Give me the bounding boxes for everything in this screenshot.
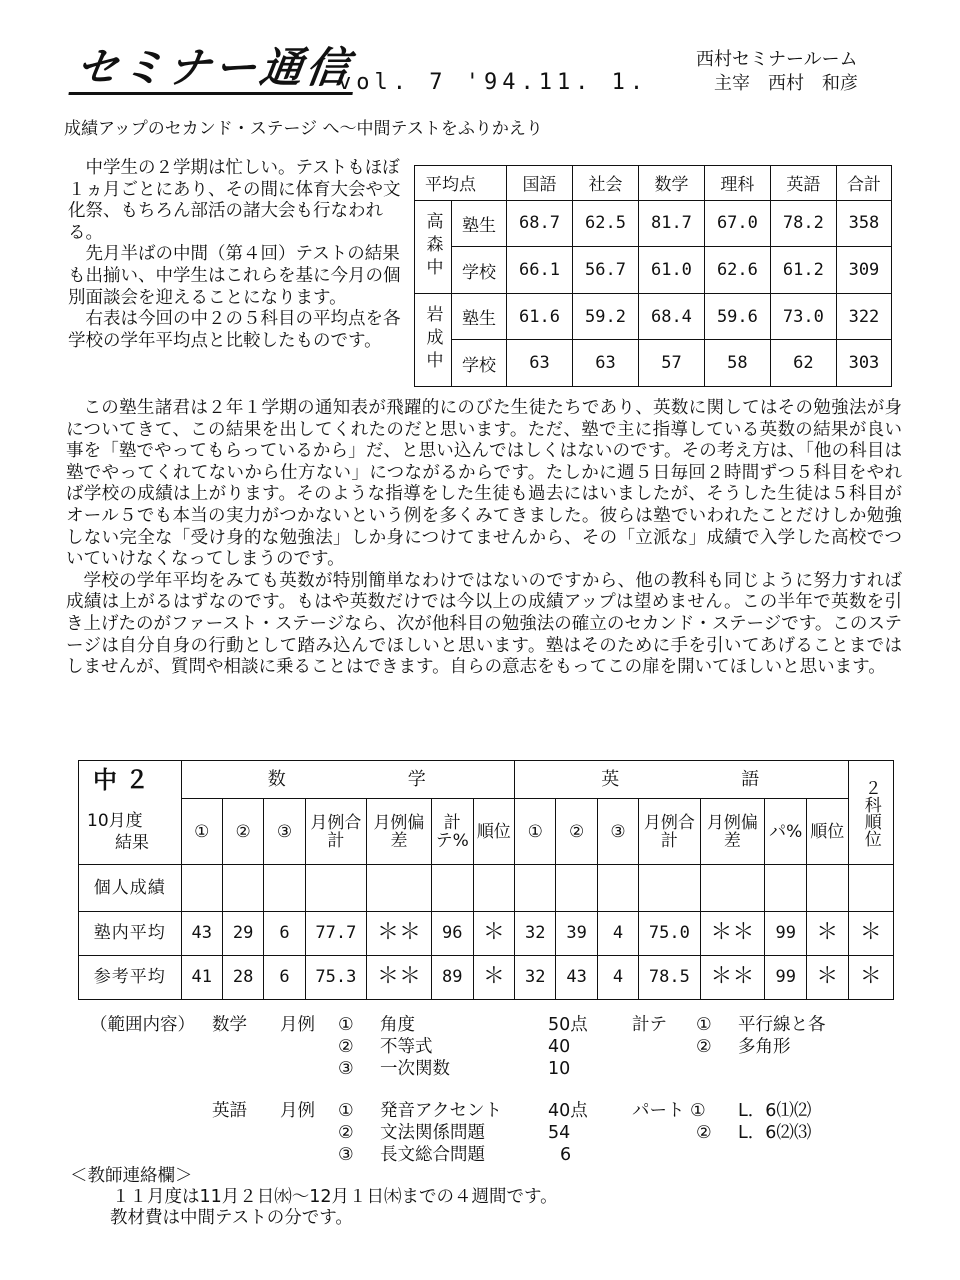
- results-table: [78, 760, 894, 1000]
- score-cell: 322: [836, 293, 891, 340]
- table-row: [415, 293, 892, 340]
- item-topic: 平行線と各: [738, 1015, 826, 1035]
- item-points: 6: [560, 1145, 572, 1165]
- score-cell: ＊＊: [700, 955, 765, 999]
- item-topic: 角度: [380, 1015, 415, 1035]
- score-cell: 57: [638, 340, 704, 387]
- row-label: 塾生: [452, 293, 507, 340]
- score-cell: ＊: [473, 955, 514, 999]
- notes-line: 教材費は中間テストの分です。: [110, 1208, 353, 1228]
- table-row: [415, 247, 892, 294]
- math-col-header: 月例合計: [305, 799, 366, 865]
- score-cell: 39: [556, 911, 597, 955]
- item-topic: 長文総合問題: [380, 1145, 485, 1165]
- score-cell: 66.1: [507, 247, 573, 294]
- score-cell: 4: [597, 955, 638, 999]
- score-cell: 61.0: [638, 247, 704, 294]
- score-cell: 59.6: [704, 293, 770, 340]
- article-headline: 成績アップのセカンド・ステージ へ〜中間テストをふりかえり: [64, 119, 543, 139]
- score-cell: ＊: [848, 955, 893, 999]
- math-col-header: ③: [264, 799, 305, 865]
- range-math-label: 数学: [212, 1015, 247, 1035]
- row-label: 学校: [452, 340, 507, 387]
- subject-header: 英語: [770, 166, 836, 201]
- item-points: 40: [548, 1037, 571, 1057]
- row-label: 学校: [452, 247, 507, 294]
- item-points: 40点: [548, 1101, 588, 1121]
- body-paragraph: この塾生諸君は２年１学期の通知表が飛躍的にのびた生徒たちであり、英数に関してはその勉強法が身についてきて、この結果を出してくれたのだと思います。ただ、塾で主に指導している英数の結果が良い事を「塾でやってもらっているから」だ、と思い込んではしくはないのです。その考え方は、「他の科目は塾でやってくれてないから仕方ない」につながるからです。たしかに週５日毎回２時間ずつ５科目をやれば学校の成績は上がります。そのような指導をした生徒も過去にはいましたが、そうした生徒は５科目がオール５でも本当の実力がつかないという例を多くみてきました。彼らは塾でいわれたことだけしか勉強しない完全な「受け身的な勉強法」しか身につけてませんから、その「立派な」成績で入学した高校でついていけなくなってしまうのです。: [66, 398, 902, 570]
- org-name: 西村セミナールーム: [696, 49, 858, 70]
- eng-title-b: 語: [741, 768, 762, 790]
- eng-col-header: 順位: [807, 799, 848, 865]
- math-col-header: ①: [181, 799, 222, 865]
- math-col-header: 月例偏差: [367, 799, 432, 865]
- score-cell: 99: [765, 911, 807, 955]
- subject-header: 国語: [507, 166, 573, 201]
- exam-range-section: [90, 1014, 910, 1166]
- item-points: 54: [548, 1123, 571, 1143]
- score-cell: ＊＊: [367, 911, 432, 955]
- item-number: ①: [338, 1015, 354, 1035]
- score-cell: 62: [770, 340, 836, 387]
- score-cell: ＊: [848, 911, 893, 955]
- english-group-header: [515, 761, 848, 799]
- math-col-header: 計テ%: [431, 799, 473, 865]
- row-label: 塾生: [452, 200, 507, 247]
- subject-header: 社会: [573, 166, 639, 201]
- range-row: [90, 1122, 910, 1144]
- range-row: [90, 1014, 910, 1036]
- item-topic: 一次関数: [380, 1059, 450, 1079]
- range-row: [90, 1036, 910, 1058]
- notes-title: ＜教師連絡欄＞: [70, 1166, 193, 1186]
- score-cell: 32: [515, 955, 556, 999]
- volume-date: vol. 7 '94.11. 1.: [338, 70, 649, 95]
- score-cell: 43: [181, 911, 222, 955]
- item-topic: 多角形: [738, 1037, 791, 1057]
- row-label: 塾内平均: [79, 911, 182, 955]
- item-number: ②: [696, 1123, 712, 1143]
- table-row: [415, 200, 892, 247]
- table-corner: 平均点: [415, 166, 507, 201]
- eng-col-header: 月例偏差: [700, 799, 765, 865]
- score-cell: 78.2: [770, 200, 836, 247]
- score-cell: ＊＊: [700, 911, 765, 955]
- grade-label: 中２: [79, 761, 182, 799]
- score-cell: 68.4: [638, 293, 704, 340]
- notes-line: １１月度は11月２日㈬〜12月１日㈭までの４週間です。: [112, 1187, 558, 1207]
- item-number: ②: [338, 1037, 354, 1057]
- score-cell: 96: [431, 911, 473, 955]
- score-cell: 61.2: [770, 247, 836, 294]
- score-cell: 77.7: [305, 911, 366, 955]
- score-cell: 303: [836, 340, 891, 387]
- score-cell: 63: [573, 340, 639, 387]
- score-cell: 68.7: [507, 200, 573, 247]
- organization-block: [696, 48, 858, 96]
- part-label: パート: [632, 1101, 685, 1121]
- average-score-table: [414, 165, 892, 387]
- math-title-b: 学: [407, 768, 428, 790]
- score-cell: ＊: [473, 911, 514, 955]
- score-cell: 6: [264, 955, 305, 999]
- range-english-label: 英語: [212, 1101, 247, 1121]
- subject-header: 数学: [638, 166, 704, 201]
- math-title-a: 数: [267, 768, 288, 790]
- math-col-header: ②: [222, 799, 263, 865]
- item-topic: L．6⑴⑵: [738, 1101, 812, 1121]
- row-label: 個人成績: [79, 865, 182, 911]
- item-topic: L．6⑵⑶: [738, 1123, 812, 1143]
- range-row: [90, 1100, 910, 1122]
- eng-col-header: ①: [515, 799, 556, 865]
- score-cell: 99: [765, 955, 807, 999]
- score-cell: 4: [597, 911, 638, 955]
- score-cell: ＊＊: [367, 955, 432, 999]
- table-header-row: [415, 166, 892, 201]
- eng-col-header: パ%: [765, 799, 807, 865]
- score-cell: 59.2: [573, 293, 639, 340]
- range-row: [90, 1058, 910, 1080]
- eng-col-header: ③: [597, 799, 638, 865]
- table-row: [79, 911, 894, 955]
- score-cell: 63: [507, 340, 573, 387]
- intro-paragraph: 右表は今回の中２の５科目の平均点を各学校の学年平均点と比較したものです。: [68, 309, 401, 351]
- score-cell: 67.0: [704, 200, 770, 247]
- intro-paragraph: 先月半ばの中間（第４回）テストの結果も出揃い、中学生はこれらを基に今月の個別面談会を迎えることになります。: [68, 244, 401, 308]
- score-cell: 41: [181, 955, 222, 999]
- school-name: 岩成中: [415, 293, 452, 386]
- row-label: 参考平均: [79, 955, 182, 999]
- teacher-notes: [70, 1166, 558, 1229]
- score-cell: 56.7: [573, 247, 639, 294]
- score-cell: ＊: [807, 955, 848, 999]
- item-number: ①: [690, 1101, 706, 1121]
- two-subject-rank-header: ２科順位: [848, 761, 893, 865]
- eng-title-a: 英: [601, 768, 622, 790]
- item-topic: 文法関係問題: [380, 1123, 485, 1143]
- score-cell: 75.0: [639, 911, 700, 955]
- range-monthly-label: 月例: [280, 1101, 315, 1121]
- item-number: ①: [338, 1101, 354, 1121]
- calc-test-label: 計テ: [632, 1015, 667, 1035]
- item-points: 50点: [548, 1015, 588, 1035]
- table-row: [79, 865, 894, 911]
- score-cell: 61.6: [507, 293, 573, 340]
- eng-col-header: 月例合計: [639, 799, 700, 865]
- score-cell: 75.3: [305, 955, 366, 999]
- score-cell: 309: [836, 247, 891, 294]
- item-number: ③: [338, 1145, 354, 1165]
- score-cell: 29: [222, 911, 263, 955]
- school-name: 高森中: [415, 200, 452, 293]
- org-person: 主宰 西村 和彦: [714, 73, 858, 94]
- math-group-header: [181, 761, 514, 799]
- score-cell: 58: [704, 340, 770, 387]
- table-row: [79, 955, 894, 999]
- table-row: [415, 340, 892, 387]
- item-number: ①: [696, 1015, 712, 1035]
- score-cell: 62.5: [573, 200, 639, 247]
- score-cell: 81.7: [638, 200, 704, 247]
- item-topic: 不等式: [380, 1037, 433, 1057]
- score-cell: ＊: [807, 911, 848, 955]
- article-body: [66, 398, 902, 679]
- score-cell: 89: [431, 955, 473, 999]
- score-cell: 28: [222, 955, 263, 999]
- body-paragraph: 学校の学年平均をみても英数が特別簡単なわけではないのですから、他の教科も同じように努力すれば成績は上がるはずなのです。もはや英数だけでは今以上の成績アップは望めません。この半年で英数を引き上げたのがファースト・ステージなら、次が他科目の勉強法の確立のセカンド・ステージです。このステージは自分自身の行動として踏み込んでほしいと思います。塾はそのために手を引いてあげることまではしませんが、質問や相談に乗ることはできます。自らの意志をもってこの扉を開いてほしいと思います。: [66, 570, 902, 678]
- term-month: 10月度: [87, 810, 143, 831]
- score-cell: 32: [515, 911, 556, 955]
- intro-column: [68, 158, 404, 352]
- range-monthly-label: 月例: [280, 1015, 315, 1035]
- item-number: ③: [338, 1059, 354, 1079]
- term-result: 結果: [115, 832, 149, 853]
- item-number: ②: [696, 1037, 712, 1057]
- newsletter-logo: セミナー通信: [68, 44, 359, 95]
- range-label: （範囲内容）: [90, 1015, 195, 1035]
- score-cell: 73.0: [770, 293, 836, 340]
- math-col-header: 順位: [473, 799, 514, 865]
- subject-header: 合計: [836, 166, 891, 201]
- subject-header: 理科: [704, 166, 770, 201]
- score-cell: 6: [264, 911, 305, 955]
- eng-col-header: ②: [556, 799, 597, 865]
- range-row: [90, 1144, 910, 1166]
- score-cell: 43: [556, 955, 597, 999]
- item-points: 10: [548, 1059, 571, 1079]
- results-header-row: [79, 799, 894, 865]
- score-cell: 358: [836, 200, 891, 247]
- intro-paragraph: 中学生の２学期は忙しい。テストもほぼ１ヵ月ごとにあり、その間に体育大会や文化祭、もちろん部活の諸大会も行なわれる。: [68, 158, 401, 243]
- score-cell: 62.6: [704, 247, 770, 294]
- item-topic: 発音アクセント: [380, 1101, 502, 1121]
- term-label: [79, 799, 182, 865]
- results-title-row: [79, 761, 894, 799]
- score-cell: 78.5: [639, 955, 700, 999]
- item-number: ②: [338, 1123, 354, 1143]
